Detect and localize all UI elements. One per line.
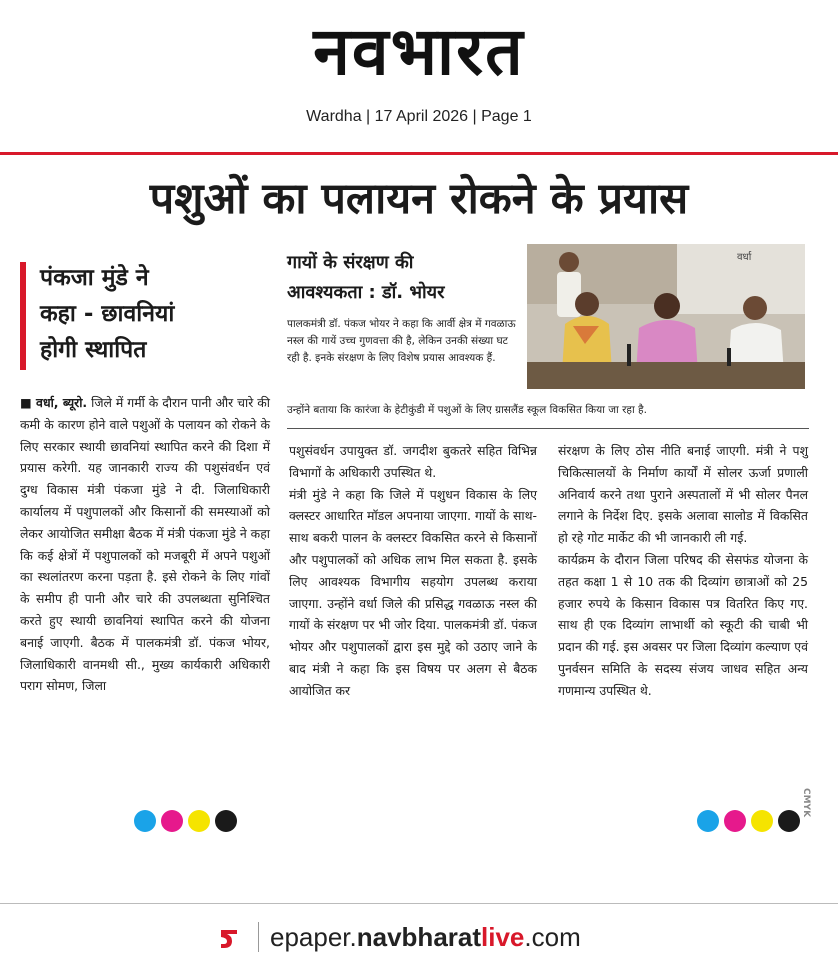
box-headline-line: आवश्यकता : डॉ. भोयर bbox=[287, 282, 445, 303]
article-column-1 bbox=[20, 392, 270, 697]
box-headline-line: गायों के संरक्षण की bbox=[287, 252, 414, 273]
masthead-rule bbox=[0, 152, 838, 155]
epaper-url-link[interactable] bbox=[270, 920, 581, 954]
article-column-3 bbox=[558, 440, 808, 702]
registration-dot bbox=[724, 810, 746, 832]
photo-caption-continued: उन्होंने बताया कि कारंजा के हेटीकुंडी में पशुओं के लिए ग्रासलैंड स्कूल विकसित किया जा रहा है. bbox=[287, 404, 647, 416]
article-column-2 bbox=[289, 440, 537, 702]
news-photo bbox=[527, 244, 805, 389]
article-paragraph: पशुसंवर्धन उपायुक्त डॉ. जगदीश बुकतरे सहित विभिन्न विभागों के अधिकारी उपस्थित थे. bbox=[289, 443, 537, 480]
subhead-accent-bar bbox=[20, 262, 26, 370]
registration-dot bbox=[161, 810, 183, 832]
registration-dot bbox=[751, 810, 773, 832]
photo-caption: पालकमंत्री डॉ. पंकज भोयर ने कहा कि आर्वी क्षेत्र में गवळाऊ नस्ल की गायें उच्च गुणवत्ता की है, लेकिन उनकी संख्या घट रही है. इनके संरक्षण के लिए विशेष प्रयास आवश्यक हैं. bbox=[287, 318, 516, 364]
registration-dot bbox=[697, 810, 719, 832]
registration-dot bbox=[134, 810, 156, 832]
article-paragraph: संरक्षण के लिए ठोस नीति बनाई जाएगी. मंत्री ने पशु चिकित्सालयों के निर्माण कार्यों में सोलर ऊर्जा प्रणाली अनिवार्य करने तथा पुराने अस्पतालों में भी सोलर पैनल लगाने के निर्देश दिए. इसके अलावा सालोड में विकसित हो रहे गोट मार्केट की भी जानकारी ली गई. bbox=[558, 443, 808, 546]
url-part: .com bbox=[524, 922, 581, 952]
dateline: Wardha | 17 April 2026 | Page 1 bbox=[306, 108, 532, 125]
url-part: navbharat bbox=[356, 922, 482, 952]
box-headline bbox=[287, 248, 525, 308]
registration-dot bbox=[188, 810, 210, 832]
article-text: जिले में गर्मी के दौरान पानी और चारे की कमी के कारण होने वाले पशुओं के पलायन को रोकने के लिए सरकार स्थायी छावनियां स्थापित करने की दिशा में प्रयास करेगी. यह जानकारी राज्य की पशुसंवर्धन एवं दुग्ध विकास मंत्री पंकजा मुंडे ने दी. जिलाधिकारी कार्यालय में पशुपालकों और किसानों की समस्याओं को लेकर आयोजित समीक्षा बैठक में मंत्री पंकजा मुंडे ने कहा कि कई क्षेत्रों में पशुपालकों को मजबूरी में अपने पशुओं का स्थलांतरण करना पड़ता है. इसे रोकने के लिए गांवों के समीप ही पानी और चारे की उपलब्धता सुनिश्चित करते हुए स्थायी छावनियां स्थापित करने की योजना बनाई जाएगी. बैठक में पालकमंत्री डॉ. पंकज भोयर, जिलाधिकारी वानमथी सी., मुख्य कार्यकारी अधिकारी पराग सोमण, जिला bbox=[20, 395, 270, 694]
page-headline: पशुओं का पलायन रोकने के प्रयास bbox=[149, 174, 689, 224]
article-paragraph: मंत्री मुंडे ने कहा कि जिले में पशुधन विकास के लिए क्लस्टर आधारित मॉडल अपनाया जाएगा. गायों के साथ-साथ बकरी पालन के क्लस्टर विकसित करने से किसानों और पशुपालकों को अधिक लाभ मिल सकता है. इसके लिए आवश्यक विभागीय सहयोग उपलब्ध कराया जाएगा. उन्होंने वर्धा जिले की प्रसिद्ध गवळाऊ नस्ल की गायों के संरक्षण पर भी जोर दिया. पालकमंत्री डॉ. पंकज भोयर और पशुपालकों द्वारा इस मुद्दे को उठाए जाने के बाद मंत्री ने कहा कि इस विषय पर अलग से बैठक आयोजित कर bbox=[289, 486, 537, 698]
subhead-line: कहा - छावनियां bbox=[40, 301, 175, 327]
registration-dot bbox=[215, 810, 237, 832]
url-part: epaper. bbox=[270, 922, 357, 952]
article-paragraph: कार्यक्रम के दौरान जिला परिषद की सेसफंड योजना के तहत कक्षा 1 से 10 तक की दिव्यांग छात्राओं को 25 हजार रुपये के किसान विकास पत्र वितरित किए गए. साथ ही एक दिव्यांग लाभार्थी को स्कूटी की चाबी भी प्रदान की गई. इस अवसर पर जिला दिव्यांग कल्याण एवं पुनर्वसन समिति के सदस्य संजय जाधव सहित अन्य गणमान्य उपस्थित थे. bbox=[558, 551, 808, 698]
subhead-line: पंकजा मुंडे ने bbox=[40, 265, 149, 291]
cmyk-label: CMYK bbox=[801, 788, 811, 818]
subhead-line: होगी स्थापित bbox=[40, 337, 147, 363]
footer-divider bbox=[0, 903, 838, 904]
box-divider bbox=[287, 428, 809, 429]
url-part: live bbox=[481, 922, 525, 952]
masthead-title: नवभारत bbox=[313, 13, 525, 90]
navbharat-logo-icon[interactable] bbox=[214, 922, 244, 952]
subhead bbox=[40, 260, 275, 368]
photo-sign-text: वर्धा bbox=[737, 252, 752, 263]
footer-separator bbox=[258, 922, 259, 952]
registration-dot bbox=[778, 810, 800, 832]
article-dateline: ■ वर्धा, ब्यूरो. bbox=[20, 395, 88, 410]
